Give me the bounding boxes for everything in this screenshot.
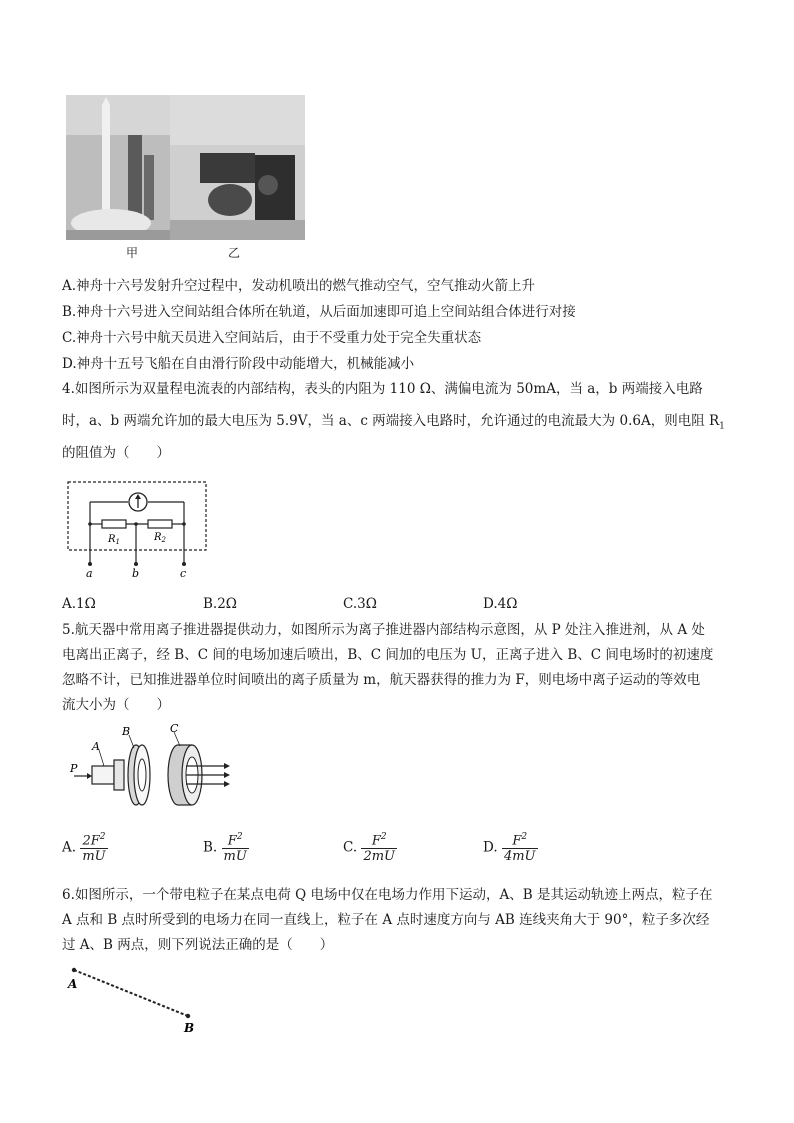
q5-option-c-exponent: 2 [380,832,387,842]
q5-option-b-numerator: F [227,833,237,849]
q3-option-c: C.神舟十六号中航天员进入空间站后，由于不受重力处于完全失重状态 [62,330,482,346]
q5-option-a-prefix: A. [62,839,77,856]
q5-option-d [483,832,538,864]
q5-option-c-fraction [361,832,397,864]
q5-option-a-denominator: mU [82,849,106,865]
q6-text-line1: 6.如图所示，一个带电粒子在某点电荷 Q 电场中仅在电场力作用下运动，A、B 是其运动轨迹上两点，粒子在 [62,887,713,903]
q5-option-a-fraction [80,832,107,864]
q5-option-d-exponent: 2 [521,832,528,842]
resistor-r2 [148,520,172,528]
q4-r1-subscript: 1 [719,421,725,432]
photo-label-right: 乙 [228,246,241,260]
q5-text-line4: 流大小为（ ） [62,697,170,713]
q4-text-line2-main: 时，a、b 两端允许加的最大电压为 5.9V，当 a、c 两端接入电路时，允许通过的电流最大为 0.6A，则电阻 R [62,413,720,429]
label-p: P [70,762,78,775]
ion-thruster-diagram [66,720,241,810]
label-terminal-b: b [132,567,140,578]
photo-label-left: 甲 [126,246,139,260]
terminal-a [88,562,92,566]
q5-text-line3: 忽略不计，已知推进器单位时间喷出的离子质量为 m，航天器获得的推力为 F，则电场中离子运动的等效电 [62,672,701,688]
q4-text-line2 [62,412,725,436]
point-b [186,1014,190,1018]
q4-text-line3: 的阻值为（ ） [62,445,170,461]
q5-option-a-numerator: 2F [82,833,100,849]
q4-option-d: D.4Ω [483,596,518,612]
resistor-r1 [102,520,126,528]
point-a [72,968,76,972]
astronauts-image [170,95,305,240]
q4-option-c: C.3Ω [343,596,377,612]
q4-text-line1: 4.如图所示为双量程电流表的内部结构，表头的内阻为 110 Ω、满偏电流为 50mA，当 a，b 两端接入电路 [62,381,703,397]
q5-option-b-prefix: B. [203,839,218,856]
q5-option-b-exponent: 2 [236,832,243,842]
q5-option-b-denominator: mU [223,849,247,865]
q6-text-line3: 过 A、B 两点，则下列说法正确的是（ ） [62,937,334,953]
q3-option-a: A.神舟十六号发射升空过程中，发动机喷出的燃气推动空气，空气推动火箭上升 [62,278,536,294]
q5-option-a [62,832,108,864]
label-terminal-a: a [86,567,93,578]
terminal-c [182,562,186,566]
q5-text-line2: 电离出正离子，经 B、C 间的电场加速后喷出，B、C 间加的电压为 U，正离子进入 B、C 间电场时的初速度 [62,647,714,663]
label-point-b: B [184,1021,195,1035]
ammeter-circuit-diagram [64,478,210,578]
q4-option-b: B.2Ω [203,596,237,612]
q5-option-b-fraction [222,832,249,864]
q5-option-c-denominator: 2mU [363,849,395,865]
q3-option-b: B.神舟十六号进入空间站组合体所在轨道，从后面加速即可追上空间站组合体进行对接 [62,304,576,320]
q5-option-d-fraction [502,832,538,864]
label-r1: $R_1$ [108,534,120,546]
q5-text-line1: 5.航天器中常用离子推进器提供动力，如图所示为离子推进器内部结构示意图，从 P 处注入推进剂，从 A 处 [62,622,705,638]
label-point-a: A [68,977,78,991]
q5-option-d-denominator: 4mU [503,849,536,865]
q5-option-c [343,832,397,864]
q5-option-b [203,832,249,864]
photo-astronauts [170,95,305,240]
trajectory-points-diagram [62,962,212,1037]
q5-option-c-prefix: C. [343,839,358,856]
label-r2: $R_2$ [154,532,166,544]
label-c: C [170,722,179,735]
galvanometer-icon [129,493,147,511]
q3-option-d: D.神舟十五号飞船在自由滑行阶段中动能增大，机械能减小 [62,356,415,372]
q6-text-line2: A 点和 B 点时所受到的电场力在同一直线上，粒子在 A 点时速度方向与 AB 连线夹角大于 90°，粒子多次经 [62,912,710,928]
q5-option-c-numerator: F [371,833,381,849]
q4-option-a: A.1Ω [62,596,96,612]
label-b: B [122,725,131,738]
label-a: A [92,740,100,753]
q5-option-a-exponent: 2 [99,832,106,842]
terminal-b [134,562,138,566]
q5-option-d-prefix: D. [483,839,498,856]
q5-option-d-numerator: F [512,833,522,849]
label-terminal-c: c [180,567,187,578]
